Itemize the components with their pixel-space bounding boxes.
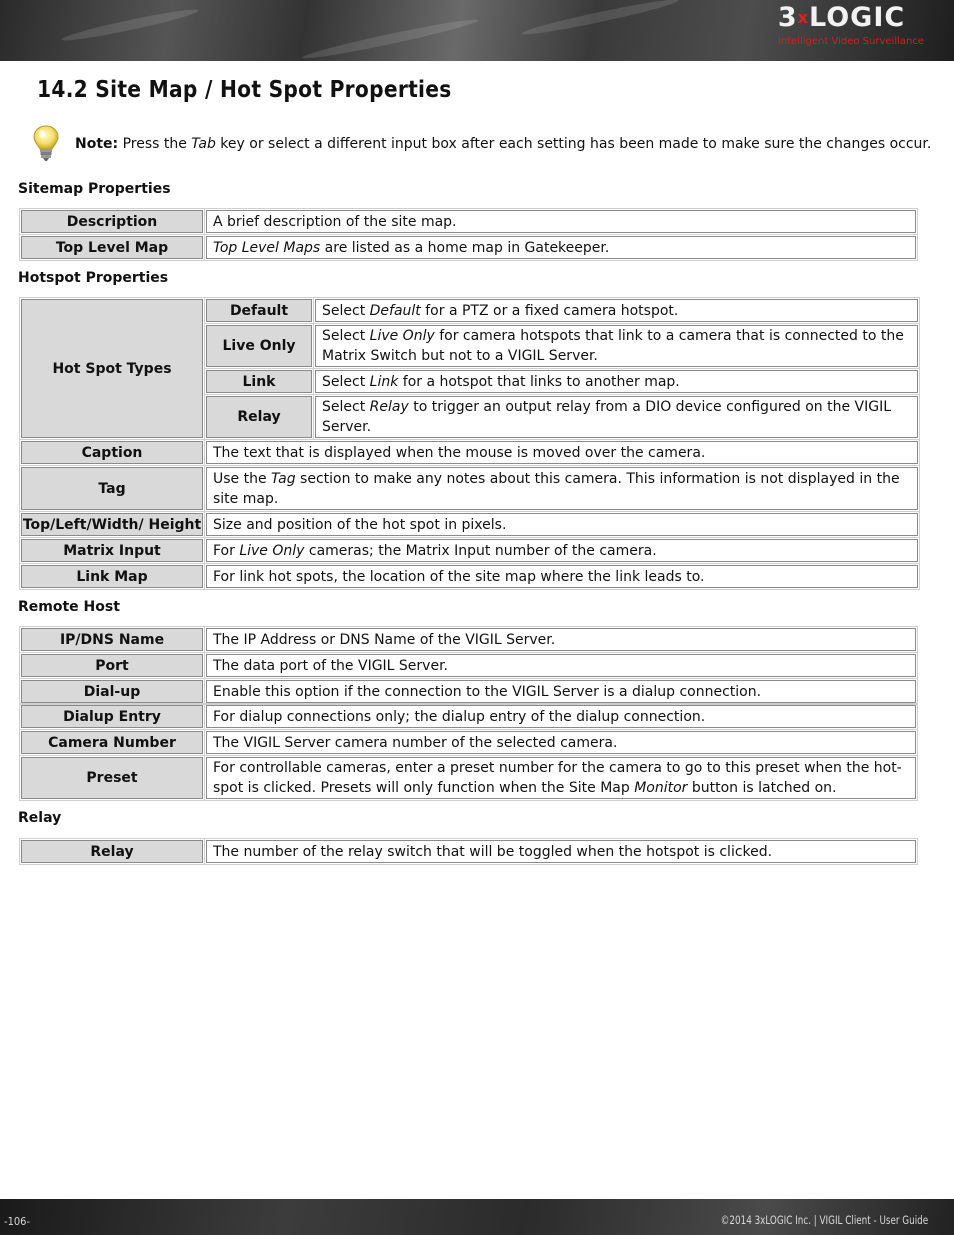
type-value-text: for a hotspot that links to another map. — [398, 373, 680, 390]
type-value — [315, 299, 918, 322]
company-logo — [778, 2, 924, 48]
row-value-text: section to make any notes about this camera. This information is not displayed in the site map. — [213, 470, 900, 507]
row-key: Link Map — [21, 565, 203, 588]
type-key: Live Only — [206, 325, 312, 367]
type-key: Link — [206, 370, 312, 393]
row-value: For link hot spots, the location of the site map where the link leads to. — [206, 565, 918, 588]
logo-wordmark: 3xLOGIC — [777, 2, 906, 33]
row-key: Top Level Map — [21, 236, 203, 259]
row-value: The VIGIL Server camera number of the selected camera. — [206, 731, 916, 754]
row-key: Dial-up — [21, 680, 203, 703]
note-text — [75, 136, 931, 152]
row-value: Enable this option if the connection to the VIGIL Server is a dialup connection. — [206, 680, 916, 703]
type-value-text: Select — [322, 302, 370, 319]
type-value-em: Relay — [369, 399, 409, 415]
page-title: 14.2 Site Map / Hot Spot Properties — [37, 77, 452, 103]
type-value-text: for a PTZ or a fixed camera hotspot. — [420, 302, 679, 319]
logo-tagline: Intelligent Video Surveillance — [777, 36, 924, 47]
row-value — [206, 757, 916, 799]
note-text-part: key or select a different input box after each setting has been made to make sure the changes occur. — [215, 136, 932, 152]
row-value: A brief description of the site map. — [206, 210, 916, 233]
section-title-sitemap: Sitemap Properties — [18, 181, 171, 197]
section-title-relay: Relay — [18, 810, 62, 826]
banner-texture — [60, 6, 199, 45]
page-number: -106- — [4, 1215, 31, 1228]
row-value: The IP Address or DNS Name of the VIGIL Server. — [206, 628, 916, 651]
row-key: Matrix Input — [21, 539, 203, 562]
type-value-text: Select — [322, 373, 370, 390]
row-value-text: For — [213, 542, 240, 559]
row-key: Caption — [21, 441, 203, 464]
note-label: Note: — [75, 136, 119, 152]
row-key: Description — [21, 210, 203, 233]
row-key: Top/Left/Width/ Height — [21, 513, 203, 536]
note-text-part: Press the — [118, 136, 192, 152]
type-value-em: Link — [369, 373, 399, 390]
row-value-em: Tag — [271, 470, 296, 487]
lightbulb-icon — [30, 124, 62, 162]
type-value-text: Select — [322, 399, 370, 415]
row-value-text: button is latched on. — [687, 780, 837, 796]
row-value: The data port of the VIGIL Server. — [206, 654, 916, 677]
type-key: Default — [206, 299, 312, 322]
row-value: The number of the relay switch that will be toggled when the hotspot is clicked. — [206, 840, 916, 863]
note-callout — [30, 124, 930, 164]
row-value-em: Top Level Maps — [213, 239, 321, 256]
row-value: For dialup connections only; the dialup entry of the dialup connection. — [206, 705, 916, 728]
type-value-text: Select — [322, 328, 370, 344]
row-value-em: Monitor — [634, 780, 688, 796]
banner-texture — [301, 15, 479, 61]
type-value-em: Default — [369, 302, 421, 319]
row-value-text: cameras; the Matrix Input number of the camera. — [304, 542, 657, 559]
row-key: Tag — [21, 467, 203, 510]
row-key: Camera Number — [21, 731, 203, 754]
row-value: The text that is displayed when the mouse is moved over the camera. — [206, 441, 918, 464]
row-value — [206, 539, 918, 562]
type-value-text: to trigger an output relay from a DIO device configured on the VIGIL Server. — [322, 399, 892, 435]
row-key: IP/DNS Name — [21, 628, 203, 651]
row-value — [206, 467, 918, 510]
type-value-text: for camera hotspots that link to a camera that is connected to the Matrix Switch but not to a VIGIL Server. — [322, 328, 904, 364]
page-footer — [0, 1199, 954, 1235]
row-value-text: are listed as a home map in Gatekeeper. — [320, 239, 610, 256]
section-title-remote-host: Remote Host — [18, 599, 120, 615]
row-key: Port — [21, 654, 203, 677]
row-value-text: For controllable cameras, enter a preset number for the camera to go to this preset when the hot-spot is clicked. Presets will only function when the Site Map — [213, 760, 902, 796]
row-value-em: Live Only — [239, 542, 305, 559]
type-value — [315, 325, 918, 367]
row-value: Size and position of the hot spot in pixels. — [206, 513, 918, 536]
row-key: Relay — [21, 840, 203, 863]
row-value-text: Use the — [213, 470, 272, 487]
row-key: Preset — [21, 757, 203, 799]
section-title-hotspot: Hotspot Properties — [18, 270, 169, 286]
hot-spot-types-label: Hot Spot Types — [21, 299, 203, 438]
note-key: Tab — [191, 136, 216, 152]
copyright-text: ©2014 3xLOGIC Inc. | VIGIL Client - User Guide — [720, 1213, 928, 1227]
banner-texture — [521, 0, 680, 39]
type-key: Relay — [206, 396, 312, 438]
type-value — [315, 396, 918, 438]
header-banner — [0, 0, 954, 61]
row-value — [206, 236, 916, 259]
type-value — [315, 370, 918, 393]
row-key: Dialup Entry — [21, 705, 203, 728]
type-value-em: Live Only — [369, 328, 435, 344]
